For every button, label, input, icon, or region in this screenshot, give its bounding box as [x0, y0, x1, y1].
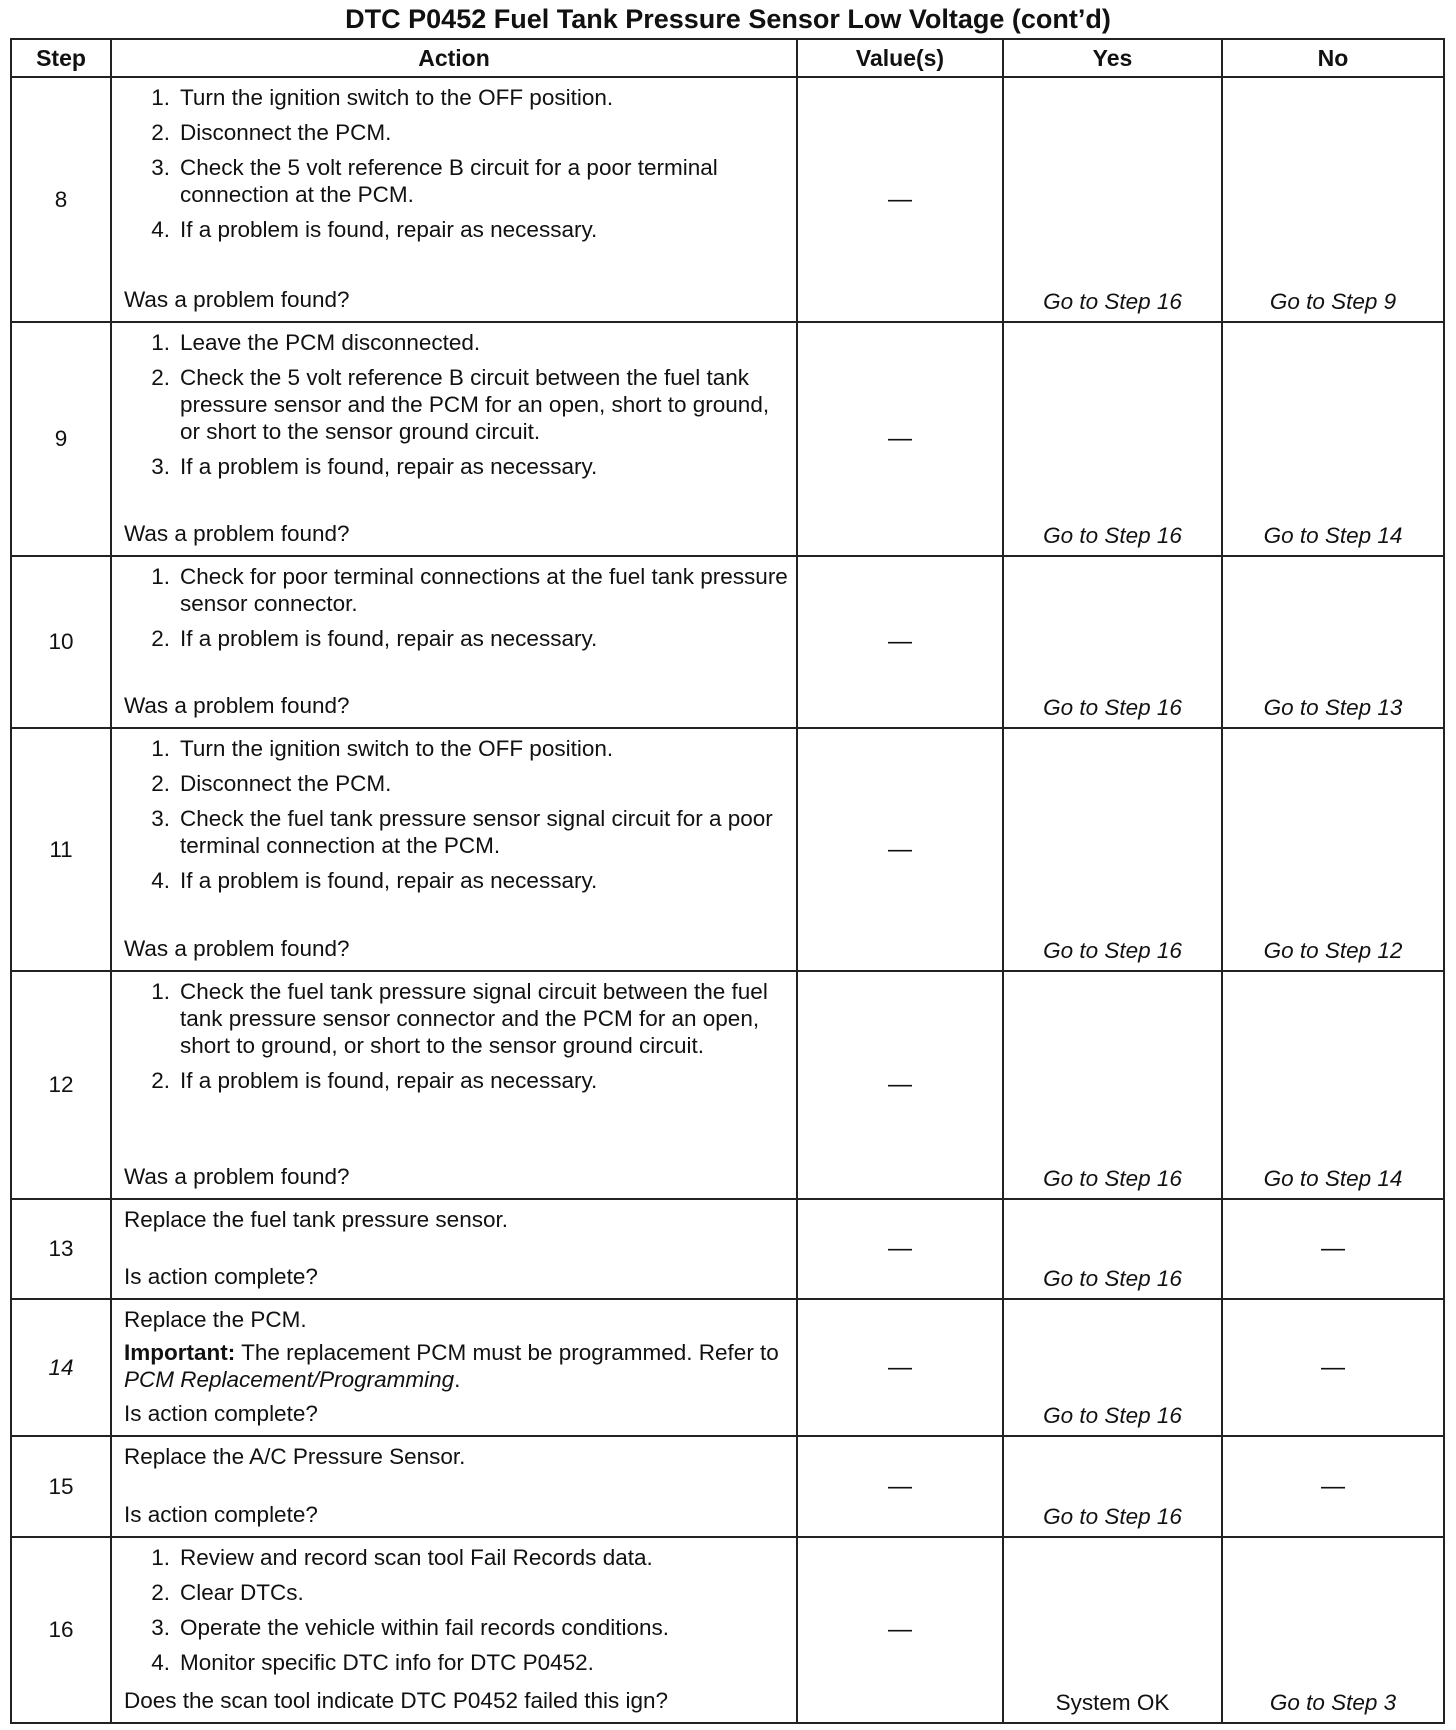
list-item: 3. Check the 5 volt reference B circuit for a poor terminal connection at the PCM. — [151, 155, 718, 207]
table-row — [11, 77, 1444, 322]
page-title: DTC P0452 Fuel Tank Pressure Sensor Low Voltage (cont’d) — [345, 4, 1111, 34]
no-cell: Go to Step 14 — [1222, 971, 1444, 1199]
header-no: No — [1222, 39, 1444, 77]
list-item: 2. Check the 5 volt reference B circuit between the fuel tank pressure sensor and the PCM for an open, short to ground, or short to the sensor ground circuit. — [151, 365, 770, 444]
no-cell: — — [1222, 1299, 1444, 1436]
no-cell: Go to Step 14 — [1222, 322, 1444, 556]
header-step: Step — [11, 39, 111, 77]
step-number: 16 — [11, 1537, 111, 1723]
action-cell — [111, 1199, 797, 1299]
action-cell — [111, 1299, 797, 1436]
value-cell: — — [797, 322, 1003, 556]
list-item: 3. Check the fuel tank pressure sensor signal circuit for a poor terminal connection at the PCM. — [151, 806, 773, 858]
value-cell: — — [797, 971, 1003, 1199]
list-item: 2. Clear DTCs. — [151, 1580, 304, 1605]
step-number: 10 — [11, 556, 111, 728]
value-cell: — — [797, 728, 1003, 971]
list-item: 2. Disconnect the PCM. — [151, 771, 392, 796]
step-number: 14 — [11, 1299, 111, 1436]
action-cell — [111, 728, 797, 971]
list-item: 2. If a problem is found, repair as necessary. — [151, 626, 598, 651]
table-row — [11, 1199, 1444, 1299]
value-cell: — — [797, 1436, 1003, 1537]
table-row — [11, 728, 1444, 971]
yes-cell: Go to Step 16 — [1003, 728, 1222, 971]
question-text: Does the scan tool indicate DTC P0452 failed this ign? — [124, 1688, 669, 1713]
yes-cell: Go to Step 16 — [1003, 322, 1222, 556]
value-cell: — — [797, 556, 1003, 728]
no-cell: — — [1222, 1436, 1444, 1537]
question-text: Is action complete? — [124, 1401, 318, 1426]
list-item: 2. If a problem is found, repair as necessary. — [151, 1068, 598, 1093]
no-cell: Go to Step 3 — [1222, 1537, 1444, 1723]
table-row — [11, 971, 1444, 1199]
value-cell: — — [797, 1537, 1003, 1723]
list-item: 1. Check for poor terminal connections at the fuel tank pressure sensor connector. — [151, 564, 788, 616]
no-cell: Go to Step 13 — [1222, 556, 1444, 728]
value-cell: — — [797, 77, 1003, 322]
table-row — [11, 1299, 1444, 1436]
question-text: Was a problem found? — [124, 521, 350, 546]
yes-cell: System OK — [1003, 1537, 1222, 1723]
diagnostic-table — [10, 38, 1445, 1724]
yes-cell: Go to Step 16 — [1003, 556, 1222, 728]
action-text: Replace the PCM. — [124, 1307, 307, 1332]
question-text: Was a problem found? — [124, 693, 350, 718]
yes-cell: Go to Step 16 — [1003, 1436, 1222, 1537]
list-item: 4. Monitor specific DTC info for DTC P0452. — [151, 1650, 594, 1675]
reference-link[interactable]: PCM Replacement/Programming — [124, 1367, 455, 1392]
list-item: 4. If a problem is found, repair as necessary. — [151, 868, 598, 893]
list-item: 3. If a problem is found, repair as necessary. — [151, 454, 598, 479]
header-values: Value(s) — [797, 39, 1003, 77]
list-item: 1. Leave the PCM disconnected. — [151, 330, 481, 355]
list-item: 1. Check the fuel tank pressure signal circuit between the fuel tank pressure sensor connector and the PCM for an open, short to ground, or short to the sensor ground circuit. — [151, 979, 768, 1058]
action-text: Replace the A/C Pressure Sensor. — [124, 1444, 466, 1469]
step-number: 9 — [11, 322, 111, 556]
action-cell — [111, 322, 797, 556]
step-number: 13 — [11, 1199, 111, 1299]
yes-cell: Go to Step 16 — [1003, 971, 1222, 1199]
table-row — [11, 1436, 1444, 1537]
step-number: 8 — [11, 77, 111, 322]
question-text: Was a problem found? — [124, 287, 350, 312]
list-item: 1. Turn the ignition switch to the OFF position. — [151, 85, 614, 110]
important-note: Important: The replacement PCM must be programmed. Refer to PCM Replacement/Programming. — [124, 1340, 779, 1392]
table-row — [11, 1537, 1444, 1723]
list-item: 1. Turn the ignition switch to the OFF position. — [151, 736, 614, 761]
value-cell: — — [797, 1199, 1003, 1299]
table-row — [11, 322, 1444, 556]
list-item: 4. If a problem is found, repair as necessary. — [151, 217, 598, 242]
no-cell: Go to Step 12 — [1222, 728, 1444, 971]
action-cell — [111, 1436, 797, 1537]
question-text: Was a problem found? — [124, 936, 350, 961]
step-number: 15 — [11, 1436, 111, 1537]
yes-cell: Go to Step 16 — [1003, 1299, 1222, 1436]
action-cell — [111, 971, 797, 1199]
header-row — [11, 39, 1444, 77]
yes-cell: Go to Step 16 — [1003, 1199, 1222, 1299]
action-text: Replace the fuel tank pressure sensor. — [124, 1207, 508, 1232]
header-yes: Yes — [1003, 39, 1222, 77]
no-cell: — — [1222, 1199, 1444, 1299]
action-cell — [111, 77, 797, 322]
list-item: 3. Operate the vehicle within fail records conditions. — [151, 1615, 670, 1640]
action-cell — [111, 556, 797, 728]
list-item: 1. Review and record scan tool Fail Records data. — [151, 1545, 653, 1570]
action-cell — [111, 1537, 797, 1723]
value-cell: — — [797, 1299, 1003, 1436]
table-row — [11, 556, 1444, 728]
question-text: Was a problem found? — [124, 1164, 350, 1189]
header-action: Action — [111, 39, 797, 77]
no-cell: Go to Step 9 — [1222, 77, 1444, 322]
question-text: Is action complete? — [124, 1264, 318, 1289]
yes-cell: Go to Step 16 — [1003, 77, 1222, 322]
list-item: 2. Disconnect the PCM. — [151, 120, 392, 145]
step-number: 12 — [11, 971, 111, 1199]
question-text: Is action complete? — [124, 1502, 318, 1527]
step-number: 11 — [11, 728, 111, 971]
